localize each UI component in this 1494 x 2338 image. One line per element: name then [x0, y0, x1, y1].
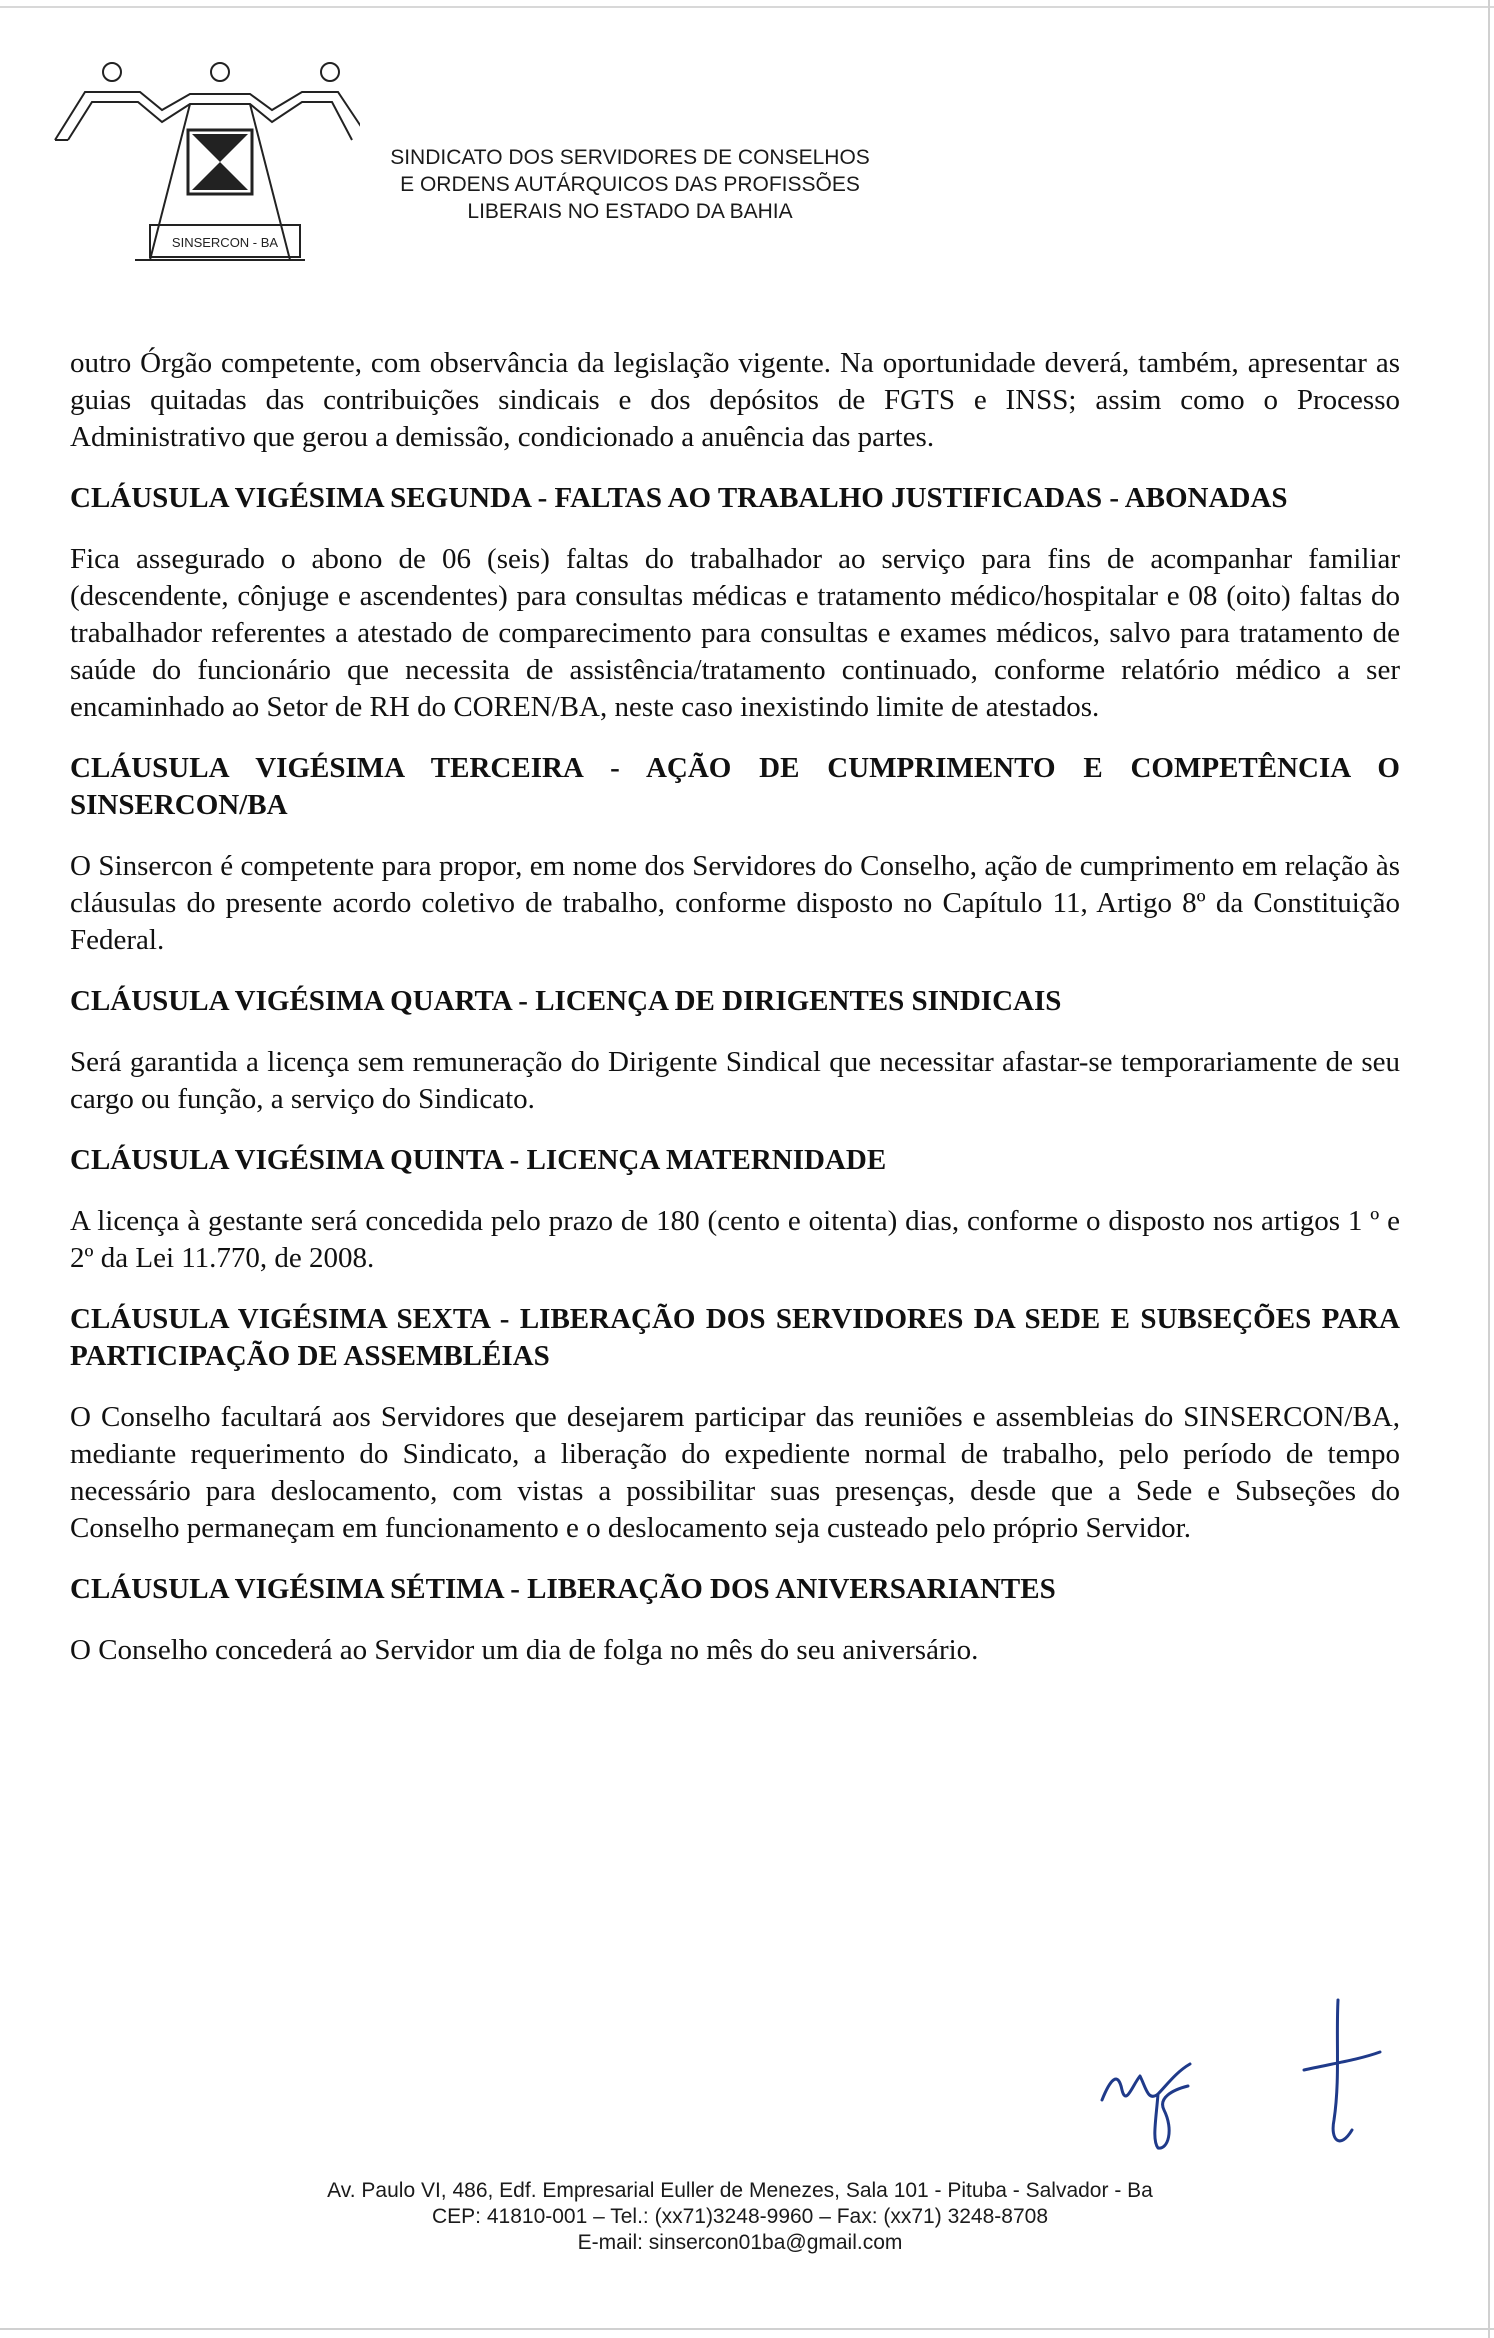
clause-26-text: O Conselho facultará aos Servidores que desejarem participar das reuniões e assembleias do SINSERCON/BA, mediante requerimento do Sindicato, a liberação do expediente normal de trabalho, pelo período de tempo necessário para deslocamento, com vistas a possibilitar suas presenças, desde que a Sede e Subseções do Conselho permaneçam em funcionamento e o deslocamento seja custeado pelo próprio Servidor. [70, 1401, 1400, 1544]
clause-22-text: Fica assegurado o abono de 06 (seis) faltas do trabalhador ao serviço para fins de acompanhar familiar (descendente, cônjuge e ascendentes) para consultas médicas e tratamento médico/hospitalar e 08 (oito) faltas do trabalhador referentes a atestado de comparecimento para consultas e exames médicos, salvo para tratamento de saúde do funcionário que necessita de assistência/tratamento continuado, conforme relatório médico a ser encaminhado ao Setor de RH do COREN/BA, neste caso inexistindo limite de atestados. [70, 543, 1400, 723]
signature-initials [1040, 1990, 1460, 2170]
footer-email: E-mail: sinsercon01ba@gmail.com [577, 2231, 903, 2254]
org-line-3: LIBERAIS NO ESTADO DA BAHIA [467, 200, 793, 223]
clause-26-title: CLÁUSULA VIGÉSIMA SEXTA - LIBERAÇÃO DOS SERVIDORES DA SEDE E SUBSEÇÕES PARA PARTICIPAÇÃO DE ASSEMBLÉIAS [70, 1303, 1400, 1372]
logo-label: SINSERCON - BA [171, 235, 279, 250]
footer-contact: CEP: 41810-001 – Tel.: (xx71)3248-9960 – Fax: (xx71) 3248-8708 [432, 2205, 1048, 2228]
clause-27-text: O Conselho concederá ao Servidor um dia de folga no mês do seu aniversário. [70, 1634, 979, 1666]
intro-paragraph: outro Órgão competente, com observância da legislação vigente. Na oportunidade deverá, também, apresentar as guias quitadas das contribuições sindicais e dos depósitos de FGTS e INSS; assim como o Processo Administrativo que gerou a demissão, condicionado a anuência das partes. [70, 347, 1400, 453]
scan-edge-bottom [0, 2328, 1494, 2330]
org-line-2: E ORDENS AUTÁRQUICOS DAS PROFISSÕES [400, 173, 860, 196]
union-logo [40, 60, 360, 280]
clause-25-title: CLÁUSULA VIGÉSIMA QUINTA - LICENÇA MATERNIDADE [70, 1144, 887, 1176]
footer-address: Av. Paulo VI, 486, Edf. Empresarial Euller de Menezes, Sala 101 - Pituba - Salvador - Ba [327, 2179, 1153, 2202]
clause-24-title: CLÁUSULA VIGÉSIMA QUARTA - LICENÇA DE DIRIGENTES SINDICAIS [70, 985, 1062, 1017]
logo-figure-head-right [321, 63, 339, 81]
clause-25-text: A licença à gestante será concedida pelo prazo de 180 (cento e oitenta) dias, conforme o disposto nos artigos 1 º e 2º da Lei 11.770, de 2008. [70, 1205, 1400, 1274]
clause-27-title: CLÁUSULA VIGÉSIMA SÉTIMA - LIBERAÇÃO DOS ANIVERSARIANTES [70, 1573, 1056, 1605]
clause-23-title: CLÁUSULA VIGÉSIMA TERCEIRA - AÇÃO DE CUMPRIMENTO E COMPETÊNCIA O SINSERCON/BA [70, 752, 1400, 821]
document-body [70, 345, 1400, 1689]
footer-address-block [150, 2178, 1330, 2256]
clause-23-text: O Sinsercon é competente para propor, em nome dos Servidores do Conselho, ação de cumprimento em relação às cláusulas do presente acordo coletivo de trabalho, conforme disposto no Capítulo 11, Artigo 8º da Constituição Federal. [70, 850, 1400, 956]
signature-initial-1 [1102, 2064, 1190, 2148]
clause-22-title: CLÁUSULA VIGÉSIMA SEGUNDA - FALTAS AO TRABALHO JUSTIFICADAS - ABONADAS [70, 482, 1288, 514]
clause-24-text: Será garantida a licença sem remuneração do Dirigente Sindical que necessitar afastar-se temporariamente de seu cargo ou função, a serviço do Sindicato. [70, 1046, 1400, 1115]
org-line-1: SINDICATO DOS SERVIDORES DE CONSELHOS [390, 146, 870, 169]
organization-name [330, 144, 930, 225]
logo-figure-head-left [103, 63, 121, 81]
logo-figure-head-center [211, 63, 229, 81]
scan-edge-right [1488, 0, 1490, 2338]
scan-edge-top [0, 6, 1494, 8]
signature-initial-2 [1304, 2000, 1380, 2141]
